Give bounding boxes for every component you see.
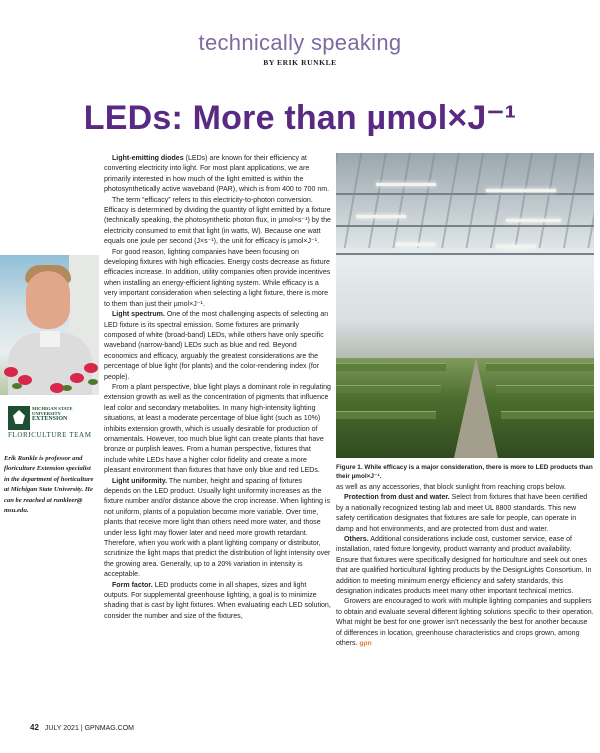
figure-caption: Figure 1. While efficacy is a major consideration, there is more to LED products than their µmol×J⁻¹. (336, 464, 593, 481)
spartan-helmet-icon (8, 406, 30, 430)
footer-separator: | (80, 725, 85, 732)
logo-extension: EXTENSION (32, 416, 68, 422)
logo-team: FLORICULTURE TEAM (8, 431, 92, 439)
paragraph: The term “efficacy” refers to this electricity-to-photon conversion. Efficacy is determined by dividing the quantity of light emitted by a fixture (technically speaking, the photosynthetic photon flux, in µmol×s⁻¹) by the electricity consumed to emit that light (in watts, W). Because one watt equals one joule per second (J×s⁻¹), the unit for efficacy is µmol×J⁻¹. (104, 196, 331, 246)
paragraph: Growers are encouraged to work with multiple lighting companies and suppliers to obtain and evaluate several different lighting solutions specific to their operation. What might be best for one grower isn’t necessarily the best for another because of differences in location, greenhouse characteristics and crops grown, among others. gpn (336, 598, 594, 648)
paragraph: Light uniformity. The number, height and spacing of fixtures depends on the LED product. Usually light uniformity increases as the fixture number and/or distance above the crop increase. When lighting is not uniform, plants of a population become more variable. Over time, plants that receive more light than others need more water, and those under less light may flower later and need more growth retardant. Therefore, when you work with a plant lighting company or distributor, scrutinize the light maps that predict the distribution of light intensity over the growing area. Generally, up to a 20% variation in intensity is acceptable. (104, 477, 331, 579)
paragraph: For good reason, lighting companies have been focusing on developing fixtures with high efficacies. Energy costs decrease as fixture efficacies increase. In addition, utility companies often provide incentives when installing an energy-efficient lighting system. While efficacy is a very important consideration when selecting a light fixture, there is more to them than just their µmol×J⁻¹. (104, 248, 331, 308)
paragraph: From a plant perspective, blue light plays a dominant role in regulating extension growth as well as the concentration of pigments that influence leaf color and secondary metabolites. In many high-intensity lighting situations, at least a moderate percentage of blue light (such as 10%) inhibits extension growth, which is usually desirable for production of ornamentals. However, too much blue light can create plants that have bronze or purplish leaves. From a human perspective, fixtures that include white LEDs have a higher color fidelity and create a more pleasant environment than fixtures that have only blue and red LEDs. (104, 383, 331, 475)
paragraph: Protection from dust and water. Select from fixtures that have been certified by a nationally recognized testing lab and meet UL 8800 standards. This new safety certification designates that fixtures are safe for people, can operate in damp and hot environments, and are protected from dust and water. (336, 494, 588, 533)
site-name: GPNMAG.COM (84, 725, 134, 732)
page-number: 42 (30, 723, 39, 732)
byline: BY ERIK RUNKLE (263, 58, 337, 67)
greenhouse-photo (336, 153, 594, 458)
paragraph: Others. Additional considerations include cost, customer service, ease of installation, rated fixture longevity, product warranty and product availability. Ensure that fixtures were specifically designed for horticulture and seek out ones that are qualified horticultural lighting products by the DesignLights Consortium. In addition to meeting minimum energy efficiency and safety standards, this designation indicates products meet many other important technical metrics. (336, 536, 592, 596)
author-bio: Erik Runkle is professor and floriculture Extension specialist in the department of horticulture at Michigan State University. He can be reached at runkleer@ msu.edu. (4, 455, 94, 515)
section-title: technically speaking (198, 30, 402, 55)
article-column-2 (336, 483, 594, 650)
logo-university: MICHIGAN STATE UNIVERSITY (32, 406, 73, 416)
page-footer (30, 723, 134, 732)
paragraph: as well as any accessories, that block sunlight from reaching crops below. (336, 484, 566, 491)
msu-extension-logo (2, 404, 98, 446)
article-column-1 (104, 154, 331, 622)
paragraph: Form factor. LED products come in all shapes, sizes and light outputs. For supplemental greenhouse lighting, a goal is to minimize shading that is cast by light fixtures. When evaluating each LED solution, consider the number and size of the fixtures, (104, 581, 331, 620)
article-headline: LEDs: More than µmol×J⁻¹ (83, 99, 517, 137)
author-photo (0, 255, 99, 395)
paragraph: Light-emitting diodes (LEDs) are known for their efficiency at converting electricity into light. For most plant applications, we are primarily interested in how much of the light emitted is within the photosynthetically active waveband (PAR), which is from 400 to 700 nm. (104, 155, 330, 194)
issue-date: JULY 2021 (44, 725, 79, 732)
end-mark: gpn (359, 640, 372, 648)
paragraph: Light spectrum. One of the most challenging aspects of selecting an LED fixture is its spectral emission. Some fixtures are primarily composed of white (broad-band) LEDs, while others have only specific waveband (narrow-band) LEDs such as blue and red. Beyond economics and efficacy, arguably the greatest considerations are the percentage of blue light (for plants) and the color-rendering index (for people). (104, 311, 329, 381)
